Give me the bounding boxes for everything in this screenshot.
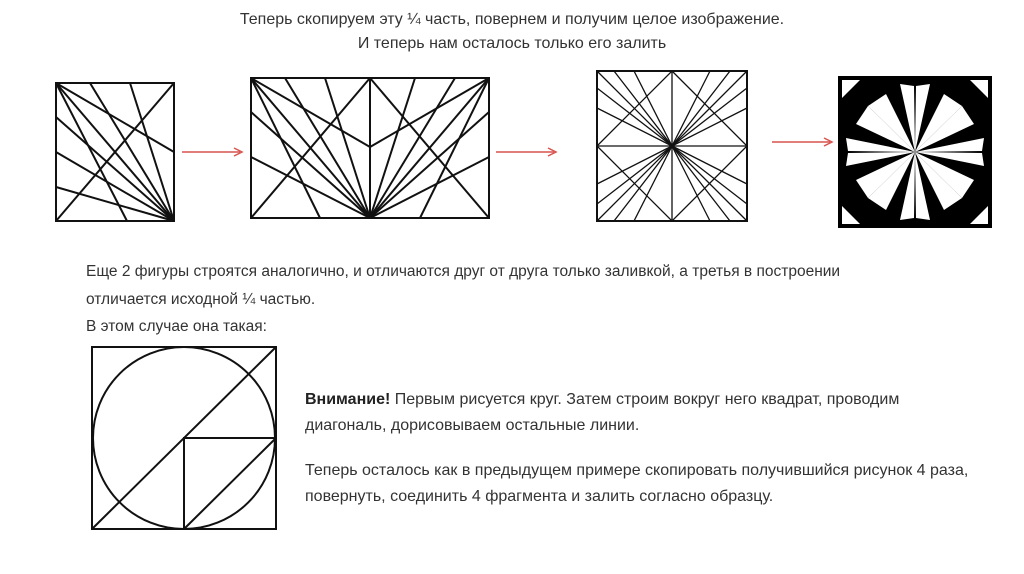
header-line-2: И теперь нам осталось только его залить bbox=[357, 35, 667, 52]
full-line-figure bbox=[596, 70, 748, 222]
filled-figure bbox=[838, 76, 992, 228]
arrow-3 bbox=[772, 136, 836, 148]
body-line-1: Еще 2 фигуры строятся аналогично, и отличаются друг от друга только заливкой, а третья в построении bbox=[86, 263, 841, 280]
note-text-1: Первым рисуется круг. Затем строим вокруг него квадрат, проводим диагональ, дорисовываем остальные линии. bbox=[305, 391, 900, 434]
half-figure bbox=[250, 77, 490, 219]
note-paragraph-2: Теперь осталось как в предыдущем примере скопировать получившийся рисунок 4 раза, повернуть, соединить 4 фрагмента и залить согласно образцу. bbox=[305, 462, 969, 505]
header bbox=[0, 8, 1024, 56]
arrow-1 bbox=[182, 146, 246, 158]
arrow-2 bbox=[496, 146, 560, 158]
circle-square-figure bbox=[90, 345, 280, 531]
body-line-2: отличается исходной ¼ частью. bbox=[86, 291, 316, 308]
header-line-1: Теперь скопируем эту ¼ часть, повернем и получим целое изображение. bbox=[239, 11, 785, 28]
note-paragraph-1 bbox=[305, 387, 985, 439]
note-bold: Внимание! bbox=[305, 391, 391, 408]
body-line-3: В этом случае она такая: bbox=[86, 318, 267, 335]
quarter-figure bbox=[55, 82, 175, 222]
